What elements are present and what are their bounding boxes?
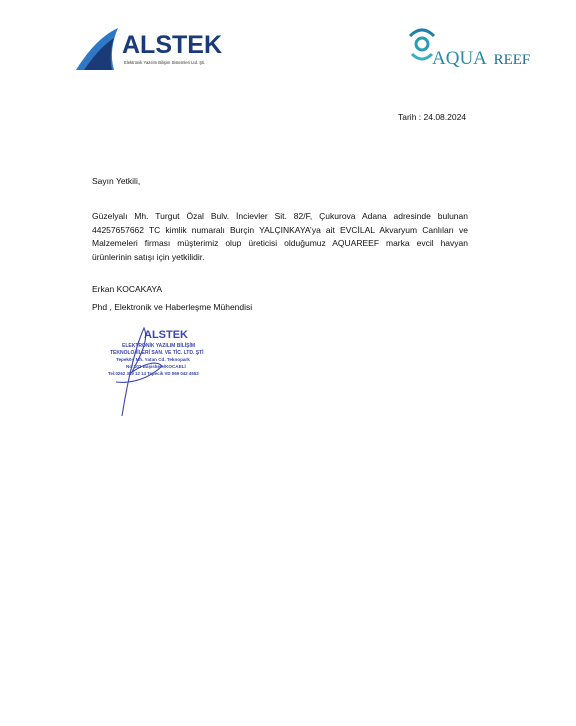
signatory-title: Phd , Elektronik ve Haberleşme Mühendisi: [92, 302, 253, 312]
alstek-logo-name: ALSTEK: [122, 31, 222, 59]
stamp-line: Tel:0262 389 12 14 Tepecik VD 069 042 4553: [108, 371, 199, 376]
letter-body: Güzelyalı Mh. Turgut Özal Bulv. İncievler Sit. 82/F, Çukurova Adana adresinde bulunan 44257657662 TC kimlik numaralı Burçin YALÇINKAYA’ya ait EVCİLAL Akvaryum Canlıları ve Malzemeleri firması müşterimiz olup üreticisi olduğumuz AQUAREEF marka evcil havyan ürünlerinin satışı için yetkilidir.: [92, 211, 468, 262]
alstek-logo-tagline: Elektronik Yazılım Bilişim Sistemleri Ltd. Şti.: [124, 60, 206, 65]
swirl-icon: [410, 30, 434, 59]
stamp-line: TEKNOLOJİLERİ SAN. VE TİC. LTD. ŞTİ: [110, 350, 204, 356]
alstek-logo: [74, 24, 234, 74]
stamp-line: No:102 Başiskele/KOCAELİ: [126, 364, 186, 369]
aquareef-logo: [406, 26, 531, 70]
stamp-line: ALSTEK: [144, 329, 188, 341]
salutation: Sayın Yetkili,: [92, 176, 141, 186]
aquareef-logo-aqua: AQUA: [432, 48, 486, 69]
aquareef-logo-reef: REEF: [493, 52, 531, 68]
company-stamp: [104, 320, 234, 420]
stamp-line: ELEKTRONİK YAZILIM BİLİŞİM: [122, 343, 196, 349]
signatory-name: Erkan KOCAKAYA: [92, 284, 163, 294]
date-line: Tarih : 24.08.2024: [398, 112, 467, 122]
stamp-line: Tepeköy Mh. Yatan Cd. Teknopark: [116, 357, 190, 362]
svg-text:AQUA REEF: [432, 48, 530, 69]
